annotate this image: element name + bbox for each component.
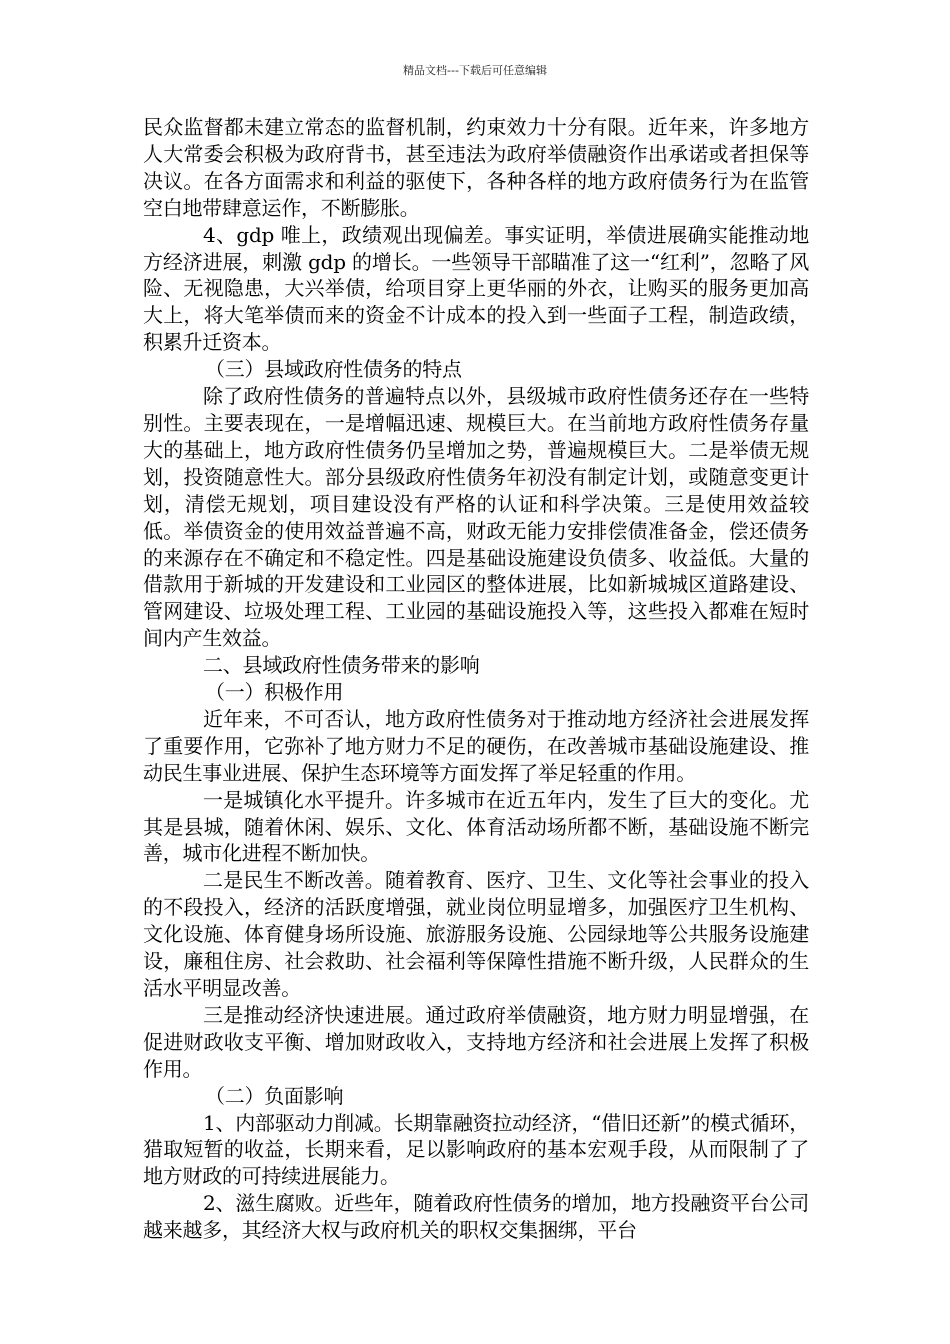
paragraph-continued: 民众监督都未建立常态的监督机制，约束效力十分有限。近年来，许多地方人大常委会积极为政府背书，甚至违法为政府举债融资作出承诺或者担保等决议。在各方面需求和利益的驱使下，各种各样的地方政府债务行为在监管空白地带肆意运作，不断膨胀。 [143,115,809,220]
subheading-features: （三）县域政府性债务的特点 [205,357,462,382]
paragraph-positive-intro: 近年来，不可否认，地方政府性债务对于推动地方经济社会进展发挥了重要作用，它弥补了地方财力不足的硬伤，在改善城市基础设施建设、推动民生事业进展、保护生态环境等方面发挥了举足轻重的作用。 [143,706,809,785]
paragraph-urbanization: 一是城镇化水平提升。许多城市在近五年内，发生了巨大的变化。尤其是县城，随着休闲、娱乐、文化、体育活动场所都不断，基础设施不断完善，城市化进程不断加快。 [143,787,809,866]
page-header: 精品文档---下载后可任意编辑 [403,64,547,77]
subheading-negative: （二）负面影响 [205,1083,344,1108]
paragraph-features: 除了政府性债务的普遍特点以外，县级城市政府性债务还存在一些特别性。主要表现在，一是增幅迅速、规模巨大。在当前地方政府性债务存量大的基础上，地方政府性债务仍呈增加之势，普遍规模巨大。二是举债无规划，投资随意性大。部分县级政府性债务年初没有制定计划，或随意变更计划，清偿无规划，项目建设没有严格的认证和科学决策。三是使用效益较低。举债资金的使用效益普遍不高，财政无能力安排偿债准备金，偿还债务的来源存在不确定和不稳定性。四是基础设施建设负债多、收益低。大量的借款用于新城的开发建设和工业园区的整体进展，比如新城城区道路建设、管网建设、垃圾处理工程、工业园的基础设施投入等，这些投入都难在短时间内产生效益。 [143,384,809,651]
paragraph-economy: 三是推动经济快速进展。通过政府举债融资，地方财力明显增强，在促进财政收支平衡、增加财政收入，支持地方经济和社会进展上发挥了积极作用。 [143,1002,809,1081]
paragraph-corruption: 2、滋生腐败。近些年，随着政府性债务的增加，地方投融资平台公司越来越多，其经济大权与政府机关的职权交集捆绑，平台 [143,1191,809,1243]
paragraph-gdp: 4、gdp 唯上，政绩观出现偏差。事实证明，举债进展确实能推动地方经济进展，刺激 gdp 的增长。一些领导干部瞄准了这一“红利”，忽略了风险、无视隐患，大兴举债，给项目穿上更华丽的外衣，让购买的服务更加高大上，将大笔举债而来的资金不计成本的投入到一些面子工程，制造政绩，积累升迁资本。 [143,222,809,355]
paragraph-internal-drive: 1、内部驱动力削减。长期靠融资拉动经济，“借旧还新”的模式循环，猎取短暂的收益，长期来看，足以影响政府的基本宏观手段，从而限制了了地方财政的可持续进展能力。 [143,1110,809,1189]
paragraph-livelihood: 二是民生不断改善。随着教育、医疗、卫生、文化等社会事业的投入的不段投入，经济的活跃度增强，就业岗位明显增多，加强医疗卫生机构、文化设施、体育健身场所设施、旅游服务设施、公园绿地等公共服务设施建设，廉租住房、社会救助、社会福利等保障性措施不断升级，人民群众的生活水平明显改善。 [143,868,809,1000]
subheading-positive: （一）积极作用 [205,680,344,705]
section-heading-impact: 二、县域政府性债务带来的影响 [203,653,480,678]
document-body [143,114,809,1244]
